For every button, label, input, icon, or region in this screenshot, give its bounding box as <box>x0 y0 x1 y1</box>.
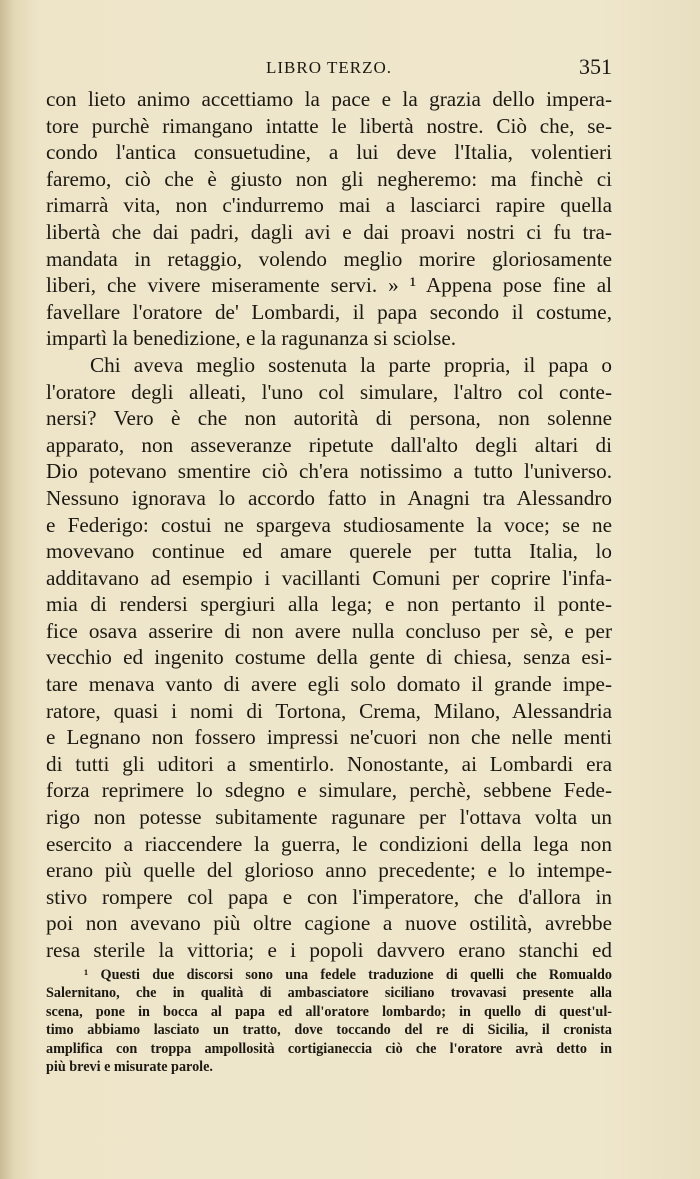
text-line: con lieto animo accettiamo la pace e la grazia dello impera- <box>46 87 612 111</box>
text-line: favellare l'oratore de' Lombardi, il papa secondo il costume, <box>46 299 612 324</box>
text-line: poi non avevano più oltre cagione a nuove ostilità, avrebbe <box>46 911 612 936</box>
footnote-line: scena, pone in bocca al papa ed all'oratore lombardo; in quello di quest'ul- <box>46 1003 612 1020</box>
footnote-line: Salernitano, che in qualità di ambasciatore siciliano trovavasi presente alla <box>46 985 612 1002</box>
text-line: rimarrà vita, non c'indurremo mai a lasciarci rapire quella <box>46 193 612 218</box>
page-header <box>46 50 612 84</box>
text-line: mia di rendersi spergiuri alla lega; e non pertanto il ponte- <box>46 592 612 617</box>
text-line: apparato, non asseveranze ripetute dall'alto degli altari di <box>46 432 612 457</box>
text-line: ratore, quasi i nomi di Tortona, Crema, Milano, Alessandria <box>46 698 612 723</box>
text-line: Nessuno ignorava lo accordo fatto in Anagni tra Alessandro <box>46 485 612 510</box>
text-line: forza reprimere lo sdegno e simulare, perchè, sebbene Fede- <box>46 778 612 803</box>
text-line: libertà che dai padri, dagli avi e dai proavi nostri ci fu tra- <box>46 219 612 244</box>
text-line: faremo, ciò che è giusto non gli negheremo: ma finchè ci <box>46 166 612 191</box>
text-line: fice osava asserire di non avere nulla concluso per sè, e per <box>46 618 612 643</box>
text-line: impartì la benedizione, e la ragunanza si sciolse. <box>46 326 457 351</box>
text-line: liberi, che vivere miseramente servi. » ¹ Appena pose fine al <box>46 273 612 298</box>
text-line: additavano ad esempio i vacillanti Comuni per coprire l'infa- <box>46 565 612 590</box>
text-line: e Federigo: costui ne spargeva studiosamente la voce; se ne <box>46 512 612 537</box>
text-line: mandata in retaggio, volendo meglio morire gloriosamente <box>46 246 612 271</box>
text-line: Dio potevano smentire ciò ch'era notissimo a tutto l'universo. <box>46 459 612 484</box>
footnote-line: più brevi e misurate parole. <box>46 1058 213 1075</box>
text-line: nersi? Vero è che non autorità di persona, non solenne <box>46 406 612 431</box>
text-line: erano più quelle del glorioso anno precedente; e lo intempe- <box>46 858 612 883</box>
body-text <box>46 86 612 964</box>
text-line: di tutti gli uditori a smentirlo. Nonostante, ai Lombardi era <box>46 751 612 776</box>
footnote-line: ¹ Questi due discorsi sono una fedele traduzione di quelli che Romualdo <box>84 967 612 983</box>
text-line: condo l'antica consuetudine, a lui deve l'Italia, volentieri <box>46 140 612 165</box>
text-line: e Legnano non fossero impressi ne'cuori non che nelle menti <box>46 725 612 750</box>
running-title: LIBRO TERZO. <box>266 58 392 77</box>
text-line: Chi aveva meglio sostenuta la parte propria, il papa o <box>90 352 612 377</box>
page-number: 351 <box>579 54 612 79</box>
text-line: stivo rompere col papa e con l'imperatore, che d'allora in <box>46 884 612 909</box>
text-line: tore purchè rimangano intatte le libertà nostre. Ciò che, se- <box>46 113 612 138</box>
footnote-line: timo abbiamo lasciato un tratto, dove toccando del re di Sicilia, il cronista <box>46 1022 612 1039</box>
text-line: tare menava vanto di avere egli solo domato il grande impe- <box>46 672 612 697</box>
text-line: esercito a riaccendere la guerra, le condizioni della lega non <box>46 831 612 856</box>
text-line: resa sterile la vittoria; e i popoli davvero erano stanchi ed <box>46 938 612 962</box>
text-line: vecchio ed ingenito costume della gente di chiesa, senza esi- <box>46 645 612 670</box>
text-line: l'oratore degli alleati, l'uno col simulare, l'altro col conte- <box>46 379 612 404</box>
text-line: movevano continue ed amare querele per tutta Italia, lo <box>46 539 612 564</box>
text-line: rigo non potesse subitamente ragunare per l'ottava volta un <box>46 805 612 830</box>
footnote-line: amplifica con troppa ampollosità cortigianeccia ciò che l'oratore avrà detto in <box>46 1040 612 1057</box>
footnote <box>46 966 612 1076</box>
